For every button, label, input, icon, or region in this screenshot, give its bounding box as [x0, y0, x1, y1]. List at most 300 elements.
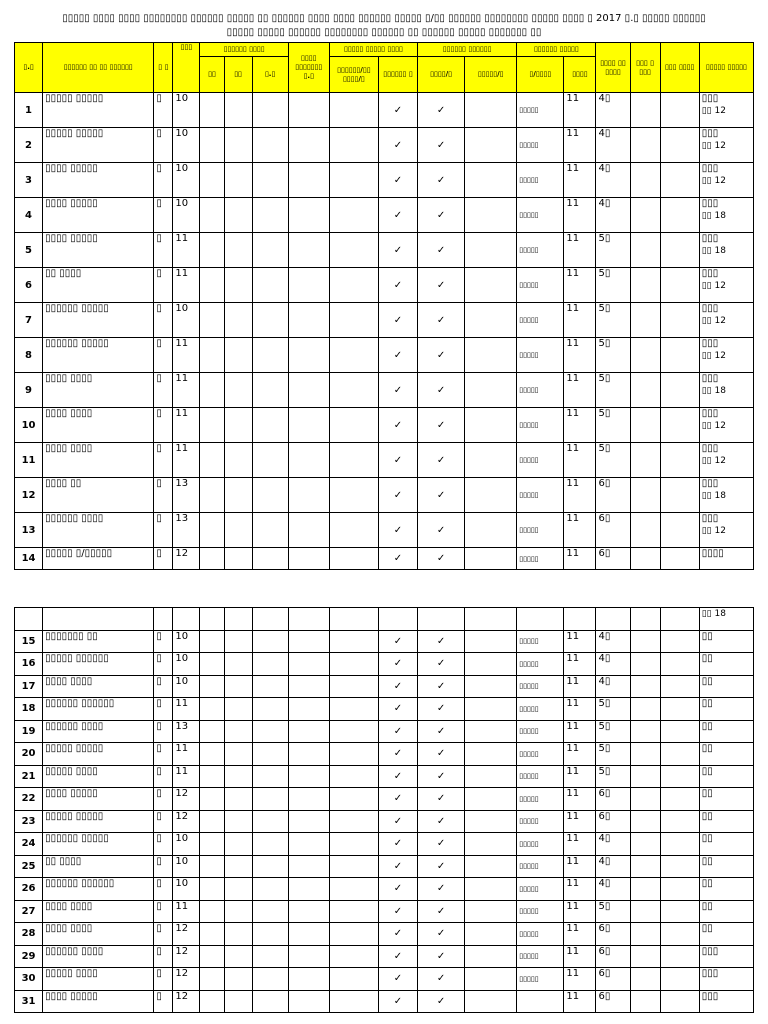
empty-cell	[288, 900, 329, 923]
empty-cell	[329, 93, 378, 128]
level-cell: 6▯	[596, 788, 630, 811]
student-name: ▯▯▯▯▯ ▯▯▯▯▯	[43, 743, 154, 766]
empty-cell	[329, 990, 378, 1013]
empty-cell	[288, 408, 329, 443]
student-name: ▯▯▯▯ ▯▯▯▯▯	[43, 163, 154, 198]
empty-cell	[660, 513, 699, 548]
empty-cell	[200, 93, 224, 128]
student-name: ▯▯▯▯▯ ▯▯▯▯▯▯	[43, 653, 154, 676]
student-age: 10	[173, 833, 200, 856]
level-cell: 4▯	[596, 833, 630, 856]
empty-cell	[465, 855, 517, 878]
remark-text: ▯▯	[701, 900, 713, 912]
student-age: 11	[173, 698, 200, 721]
empty-cell	[465, 373, 517, 408]
empty-cell	[224, 945, 252, 968]
student-sex: ▯	[154, 198, 173, 233]
student-age: 10	[173, 630, 200, 653]
level-cell: 4▯	[596, 675, 630, 698]
empty-cell	[465, 630, 517, 653]
empty-cell	[288, 833, 329, 856]
empty-cell	[224, 743, 252, 766]
empty-cell	[329, 833, 378, 856]
remark-text: ▯▯▯	[701, 968, 719, 979]
empty-cell	[630, 720, 660, 743]
empty-cell	[329, 968, 378, 991]
student-age: 12	[173, 788, 200, 811]
grade-cell: 11	[564, 630, 596, 653]
empty-cell	[200, 855, 224, 878]
table-row	[15, 303, 754, 338]
remark-cell	[699, 990, 753, 1013]
place-cell: ▯▯▯▯▯	[517, 548, 564, 570]
row-serial: 10	[15, 408, 43, 443]
level-cell: 6▯	[596, 945, 630, 968]
row-serial: 21	[15, 765, 43, 788]
empty-cell	[660, 698, 699, 721]
table-row	[15, 408, 754, 443]
empty-cell	[224, 698, 252, 721]
student-name: ▯▯▯▯▯ ▯/▯▯▯▯▯	[43, 548, 154, 570]
empty-cell	[252, 198, 288, 233]
check-mark: ✓	[378, 128, 417, 163]
student-table-page-2	[14, 607, 754, 1013]
row-serial: 25	[15, 855, 43, 878]
grade-cell: 11	[564, 788, 596, 811]
grade-cell: 11	[564, 443, 596, 478]
empty-cell	[288, 720, 329, 743]
empty-cell	[200, 675, 224, 698]
empty-cell	[288, 373, 329, 408]
student-sex: ▯	[154, 408, 173, 443]
empty-cell	[288, 548, 329, 570]
student-age: 10	[173, 93, 200, 128]
empty-cell	[200, 303, 224, 338]
remark-cell	[699, 163, 753, 198]
empty-cell	[200, 990, 224, 1013]
grade-cell: 11	[564, 163, 596, 198]
check-mark: ✓	[378, 93, 417, 128]
level-cell: 5▯	[596, 338, 630, 373]
level-cell: 6▯	[596, 810, 630, 833]
empty-cell	[660, 338, 699, 373]
empty-cell	[288, 878, 329, 901]
empty-cell	[465, 675, 517, 698]
empty-cell	[660, 900, 699, 923]
student-age: 13	[173, 478, 200, 513]
empty-cell	[329, 548, 378, 570]
grade-cell: 11	[564, 128, 596, 163]
grade-cell: 11	[564, 833, 596, 856]
student-name: ▯▯▯▯ ▯▯▯▯▯	[43, 198, 154, 233]
table-row	[15, 900, 754, 923]
place-cell: ▯▯▯▯▯	[517, 968, 564, 991]
level-cell: 5▯	[596, 720, 630, 743]
header-group-1-b: ▯▯	[224, 57, 252, 93]
student-name: ▯▯▯▯ ▯▯▯▯▯	[43, 990, 154, 1013]
empty-cell	[465, 233, 517, 268]
check-mark: ✓	[418, 163, 465, 198]
table-row	[15, 923, 754, 946]
check-mark: ✓	[418, 855, 465, 878]
remark-cell	[699, 478, 753, 513]
check-mark: ✓	[418, 923, 465, 946]
place-cell: ▯▯▯▯▯	[517, 443, 564, 478]
empty-cell	[465, 513, 517, 548]
empty-cell	[224, 373, 252, 408]
empty-cell	[200, 788, 224, 811]
empty-cell	[252, 408, 288, 443]
level-cell: 6▯	[596, 548, 630, 570]
remark-cell	[699, 653, 753, 676]
remark-number: ▯▯ 18	[701, 491, 726, 501]
student-age: 10	[173, 855, 200, 878]
table-row	[15, 945, 754, 968]
empty-cell	[252, 630, 288, 653]
empty-cell	[630, 233, 660, 268]
table-row	[15, 443, 754, 478]
empty-cell	[200, 268, 224, 303]
continued-row	[15, 608, 754, 631]
remark-number: ▯▯ 12	[701, 526, 726, 536]
place-cell: ▯▯▯▯▯	[517, 93, 564, 128]
empty-cell	[288, 923, 329, 946]
empty-cell	[252, 303, 288, 338]
student-name: ▯▯▯▯▯ ▯▯▯▯▯	[43, 810, 154, 833]
empty-cell	[200, 810, 224, 833]
empty-cell	[288, 990, 329, 1013]
table-row	[15, 855, 754, 878]
empty-cell	[252, 653, 288, 676]
check-mark: ✓	[378, 945, 417, 968]
row-serial: 13	[15, 513, 43, 548]
place-cell: ▯▯▯▯▯	[517, 788, 564, 811]
student-name: ▯▯ ▯▯▯▯	[43, 855, 154, 878]
remark-number: ▯▯ 18	[701, 386, 726, 396]
empty-cell	[252, 923, 288, 946]
grade-cell: 11	[564, 233, 596, 268]
student-age: 11	[173, 443, 200, 478]
header-serial: ▯.▯	[15, 43, 43, 93]
level-cell: 5▯	[596, 743, 630, 766]
check-mark: ✓	[418, 788, 465, 811]
empty-cell	[465, 443, 517, 478]
empty-cell	[630, 833, 660, 856]
student-sex: ▯	[154, 900, 173, 923]
student-sex: ▯	[154, 478, 173, 513]
check-mark: ✓	[378, 443, 417, 478]
empty-cell	[329, 788, 378, 811]
check-mark: ✓	[378, 990, 417, 1013]
empty-cell	[465, 833, 517, 856]
empty-cell	[252, 128, 288, 163]
remark-text: ▯▯▯	[701, 93, 719, 104]
empty-cell	[660, 855, 699, 878]
empty-cell	[630, 443, 660, 478]
empty-cell	[200, 233, 224, 268]
check-mark: ✓	[378, 653, 417, 676]
empty-cell	[288, 765, 329, 788]
student-name: ▯▯▯▯▯ ▯▯▯▯▯	[43, 128, 154, 163]
empty-cell	[660, 653, 699, 676]
check-mark: ✓	[378, 833, 417, 856]
remark-text: ▯▯	[701, 720, 713, 732]
student-name: ▯▯▯▯▯▯ ▯▯▯▯▯	[43, 338, 154, 373]
empty-cell	[329, 945, 378, 968]
empty-cell	[252, 878, 288, 901]
empty-cell	[465, 128, 517, 163]
check-mark: ✓	[378, 233, 417, 268]
empty-cell	[660, 945, 699, 968]
check-mark: ✓	[418, 630, 465, 653]
remark-text: ▯▯	[701, 833, 713, 844]
student-name: ▯▯▯▯ ▯▯▯▯	[43, 443, 154, 478]
empty-cell	[288, 855, 329, 878]
continued-remark: ▯▯ 18	[699, 608, 753, 631]
student-age: 11	[173, 268, 200, 303]
student-age: 12	[173, 990, 200, 1013]
check-mark: ✓	[378, 810, 417, 833]
empty-cell	[329, 303, 378, 338]
empty-cell	[200, 923, 224, 946]
student-sex: ▯	[154, 548, 173, 570]
empty-cell	[660, 303, 699, 338]
level-cell: 4▯	[596, 93, 630, 128]
table-row	[15, 233, 754, 268]
empty-cell	[200, 968, 224, 991]
empty-cell	[252, 478, 288, 513]
remark-text: ▯▯▯	[701, 163, 719, 174]
empty-cell	[329, 408, 378, 443]
empty-cell	[660, 788, 699, 811]
student-age: 10	[173, 198, 200, 233]
check-mark: ✓	[418, 990, 465, 1013]
empty-cell	[329, 810, 378, 833]
level-cell: 6▯	[596, 513, 630, 548]
student-sex: ▯	[154, 630, 173, 653]
empty-cell	[660, 990, 699, 1013]
student-age: 10	[173, 303, 200, 338]
empty-cell	[630, 923, 660, 946]
document-title-line-2: ▯▯▯▯▯ ▯▯▯▯▯ ▯▯▯▯▯▯ ▯▯▯▯▯▯▯▯ ▯▯▯▯▯▯ ▯▯ ▯▯▯▯▯▯ ▯▯▯▯▯ ▯▯▯▯▯▯▯ ▯▯	[226, 27, 542, 38]
place-cell: ▯▯▯▯▯	[517, 945, 564, 968]
student-name: ▯▯▯▯▯▯ ▯▯▯▯▯	[43, 303, 154, 338]
empty-cell	[465, 303, 517, 338]
level-cell: 6▯	[596, 990, 630, 1013]
check-mark: ✓	[418, 198, 465, 233]
check-mark: ✓	[378, 698, 417, 721]
row-serial: 6	[15, 268, 43, 303]
empty-cell	[252, 675, 288, 698]
empty-cell	[329, 268, 378, 303]
grade-cell: 11	[564, 675, 596, 698]
place-cell: ▯▯▯▯▯	[517, 675, 564, 698]
grade-cell: 11	[564, 478, 596, 513]
student-sex: ▯	[154, 128, 173, 163]
level-cell: 5▯	[596, 268, 630, 303]
empty-cell	[224, 990, 252, 1013]
grade-cell: 11	[564, 93, 596, 128]
student-sex: ▯	[154, 855, 173, 878]
student-name: ▯▯▯▯ ▯▯	[43, 478, 154, 513]
table-row	[15, 268, 754, 303]
remark-text: ▯▯▯	[701, 198, 719, 209]
check-mark: ✓	[418, 128, 465, 163]
check-mark: ✓	[378, 630, 417, 653]
empty-cell	[329, 513, 378, 548]
empty-cell	[329, 855, 378, 878]
remark-text: ▯▯	[701, 878, 713, 889]
row-serial: 7	[15, 303, 43, 338]
remark-number: ▯▯ 12	[701, 456, 726, 466]
header-sex: ▯ ▯	[154, 43, 173, 93]
empty-cell	[288, 93, 329, 128]
remark-number: ▯▯ 12	[701, 316, 726, 326]
student-age: 13	[173, 720, 200, 743]
student-sex: ▯	[154, 990, 173, 1013]
place-cell: ▯▯▯▯▯	[517, 720, 564, 743]
remark-cell	[699, 338, 753, 373]
empty-cell	[660, 268, 699, 303]
empty-cell	[288, 653, 329, 676]
table-row	[15, 513, 754, 548]
empty-cell	[288, 698, 329, 721]
empty-cell	[288, 788, 329, 811]
remark-text: ▯▯	[701, 788, 713, 799]
student-age: 10	[173, 653, 200, 676]
empty-cell	[329, 653, 378, 676]
empty-cell	[200, 548, 224, 570]
empty-cell	[252, 743, 288, 766]
grade-cell: 11	[564, 198, 596, 233]
header-group-3-a: ▯▯▯▯/▯	[418, 57, 465, 93]
empty-cell	[465, 968, 517, 991]
place-cell: ▯▯▯▯▯	[517, 653, 564, 676]
remark-text: ▯▯▯	[701, 408, 719, 419]
table-row	[15, 765, 754, 788]
student-name: ▯▯▯▯▯ ▯▯▯▯▯	[43, 93, 154, 128]
remark-text: ▯▯▯	[701, 128, 719, 139]
table-row	[15, 968, 754, 991]
grade-cell: 11	[564, 900, 596, 923]
level-cell: 4▯	[596, 855, 630, 878]
empty-cell	[252, 338, 288, 373]
empty-cell	[200, 443, 224, 478]
remark-cell	[699, 765, 753, 788]
empty-cell	[200, 945, 224, 968]
empty-cell	[200, 743, 224, 766]
check-mark: ✓	[378, 548, 417, 570]
empty-cell	[630, 408, 660, 443]
header-group-4: ▯▯▯▯▯▯ ▯▯▯▯▯	[517, 43, 596, 57]
empty-cell	[630, 338, 660, 373]
remark-number: ▯▯ 12	[701, 351, 726, 361]
student-name: ▯▯▯▯▯ ▯▯▯▯	[43, 968, 154, 991]
student-name: ▯▯▯▯▯▯ ▯▯▯▯▯▯	[43, 698, 154, 721]
empty-cell	[252, 788, 288, 811]
table-row	[15, 630, 754, 653]
row-serial: 31	[15, 990, 43, 1013]
empty-cell	[224, 878, 252, 901]
empty-cell	[200, 408, 224, 443]
student-age: 11	[173, 408, 200, 443]
place-cell: ▯▯▯▯▯	[517, 765, 564, 788]
empty-cell	[200, 128, 224, 163]
empty-cell	[465, 198, 517, 233]
grade-cell: 11	[564, 765, 596, 788]
student-sex: ▯	[154, 93, 173, 128]
empty-cell	[329, 338, 378, 373]
empty-cell	[224, 833, 252, 856]
empty-cell	[329, 478, 378, 513]
check-mark: ✓	[378, 968, 417, 991]
empty-cell	[224, 720, 252, 743]
remark-number: ▯▯ 18	[701, 246, 726, 256]
empty-cell	[660, 93, 699, 128]
empty-cell	[630, 303, 660, 338]
table-row	[15, 93, 754, 128]
check-mark: ✓	[418, 765, 465, 788]
remark-cell	[699, 513, 753, 548]
student-sex: ▯	[154, 513, 173, 548]
empty-cell	[465, 698, 517, 721]
empty-cell	[224, 653, 252, 676]
empty-cell	[252, 373, 288, 408]
empty-cell	[200, 163, 224, 198]
table-row	[15, 698, 754, 721]
empty-cell	[465, 743, 517, 766]
empty-cell	[288, 478, 329, 513]
empty-cell	[200, 698, 224, 721]
header-group-2-b: ▯▯▯▯▯▯ ▯	[378, 57, 417, 93]
check-mark: ✓	[378, 765, 417, 788]
empty-cell	[224, 675, 252, 698]
remark-cell	[699, 198, 753, 233]
empty-cell	[200, 198, 224, 233]
header-group-2: ▯▯▯▯▯ ▯▯▯▯▯ ▯▯▯▯	[329, 43, 417, 57]
table-row	[15, 338, 754, 373]
remark-text: ▯▯▯	[701, 513, 719, 524]
row-serial: 30	[15, 968, 43, 991]
empty-cell	[224, 93, 252, 128]
place-cell: ▯▯▯▯▯	[517, 408, 564, 443]
empty-cell	[200, 765, 224, 788]
grade-cell: 11	[564, 720, 596, 743]
empty-cell	[630, 698, 660, 721]
level-cell: 6▯	[596, 923, 630, 946]
level-cell: 4▯	[596, 128, 630, 163]
student-name: ▯▯▯▯▯▯ ▯▯▯▯	[43, 720, 154, 743]
check-mark: ✓	[378, 513, 417, 548]
table-row	[15, 163, 754, 198]
place-cell: ▯▯▯▯▯	[517, 233, 564, 268]
check-mark: ✓	[378, 268, 417, 303]
place-cell: ▯▯▯▯▯	[517, 698, 564, 721]
remark-cell	[699, 878, 753, 901]
remark-text: ▯▯	[701, 675, 713, 687]
empty-cell	[329, 675, 378, 698]
remark-cell	[699, 900, 753, 923]
level-cell: 5▯	[596, 443, 630, 478]
row-serial: 22	[15, 788, 43, 811]
empty-cell	[630, 128, 660, 163]
row-serial: 19	[15, 720, 43, 743]
level-cell: 5▯	[596, 408, 630, 443]
empty-cell	[630, 513, 660, 548]
student-age: 10	[173, 878, 200, 901]
check-mark: ✓	[378, 303, 417, 338]
row-serial: 18	[15, 698, 43, 721]
